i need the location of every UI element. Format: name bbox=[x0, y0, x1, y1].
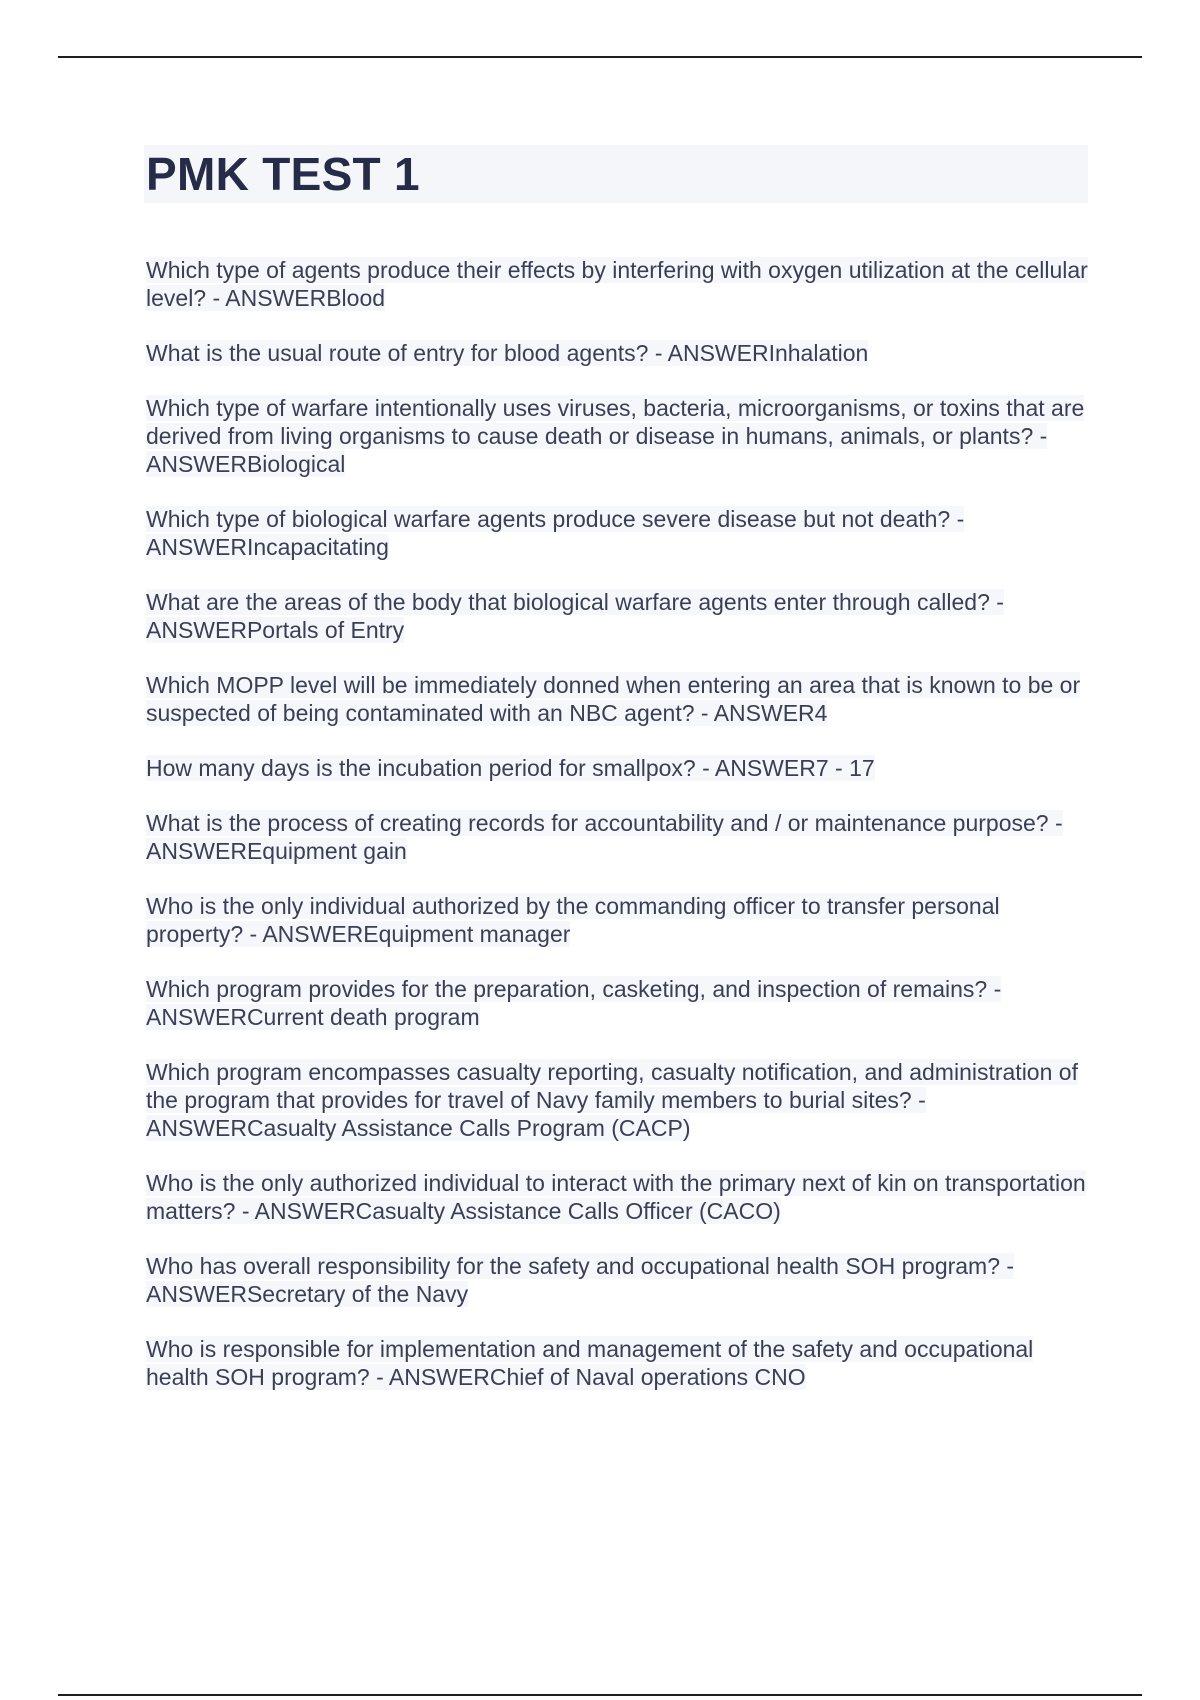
qa-item bbox=[146, 394, 1096, 478]
qa-text: Which type of warfare intentionally uses viruses, bacteria, microorganisms, or toxins that are derived from living organisms to cause death or disease in humans, animals, or plants? - ANSWERBiological bbox=[146, 395, 1085, 477]
qa-text: Who is the only authorized individual to interact with the primary next of kin on transportation matters? - ANSWERCasualty Assistance Calls Officer (CACO) bbox=[146, 1170, 1086, 1224]
qa-text: Which program provides for the preparation, casketing, and inspection of remains? - ANSWERCurrent death program bbox=[146, 976, 1002, 1030]
qa-text: Who has overall responsibility for the safety and occupational health SOH program? - ANSWERSecretary of the Navy bbox=[146, 1253, 1015, 1307]
qa-item bbox=[146, 975, 1096, 1031]
qa-item bbox=[146, 588, 1096, 644]
qa-item bbox=[146, 671, 1096, 727]
qa-list bbox=[146, 256, 1096, 1418]
qa-text: What is the process of creating records for accountability and / or maintenance purpose? - ANSWEREquipment gain bbox=[146, 810, 1063, 864]
qa-item bbox=[146, 505, 1096, 561]
qa-item bbox=[146, 809, 1096, 865]
qa-text: What are the areas of the body that biological warfare agents enter through called? - ANSWERPortals of Entry bbox=[146, 589, 1004, 643]
qa-text: Which MOPP level will be immediately donned when entering an area that is known to be or suspected of being contaminated with an NBC agent? - ANSWER4 bbox=[146, 672, 1081, 726]
bottom-rule bbox=[58, 1694, 1142, 1696]
qa-item bbox=[146, 892, 1096, 948]
qa-item bbox=[146, 1252, 1096, 1308]
qa-text: Which type of biological warfare agents produce severe disease but not death? - ANSWERIncapacitating bbox=[146, 506, 965, 560]
page-title: PMK TEST 1 bbox=[146, 148, 420, 200]
qa-text: Who is responsible for implementation and management of the safety and occupational health SOH program? - ANSWERChief of Naval operations CNO bbox=[146, 1336, 1034, 1390]
qa-item bbox=[146, 339, 1096, 367]
qa-item bbox=[146, 256, 1096, 312]
qa-item bbox=[146, 1169, 1096, 1225]
qa-text: Which type of agents produce their effects by interfering with oxygen utilization at the cellular level? - ANSWERBlood bbox=[146, 257, 1088, 311]
qa-item bbox=[146, 1058, 1096, 1142]
qa-item bbox=[146, 754, 1096, 782]
top-rule bbox=[58, 56, 1142, 58]
qa-item bbox=[146, 1335, 1096, 1391]
qa-text: What is the usual route of entry for blood agents? - ANSWERInhalation bbox=[146, 340, 869, 366]
qa-text: Which program encompasses casualty reporting, casualty notification, and administration of the program that provides for travel of Navy family members to burial sites? - ANSWERCasualty Assistance Calls Program (CACP) bbox=[146, 1059, 1078, 1141]
qa-text: How many days is the incubation period for smallpox? - ANSWER7 - 17 bbox=[146, 755, 875, 781]
qa-text: Who is the only individual authorized by the commanding officer to transfer personal property? - ANSWEREquipment manager bbox=[146, 893, 1000, 947]
